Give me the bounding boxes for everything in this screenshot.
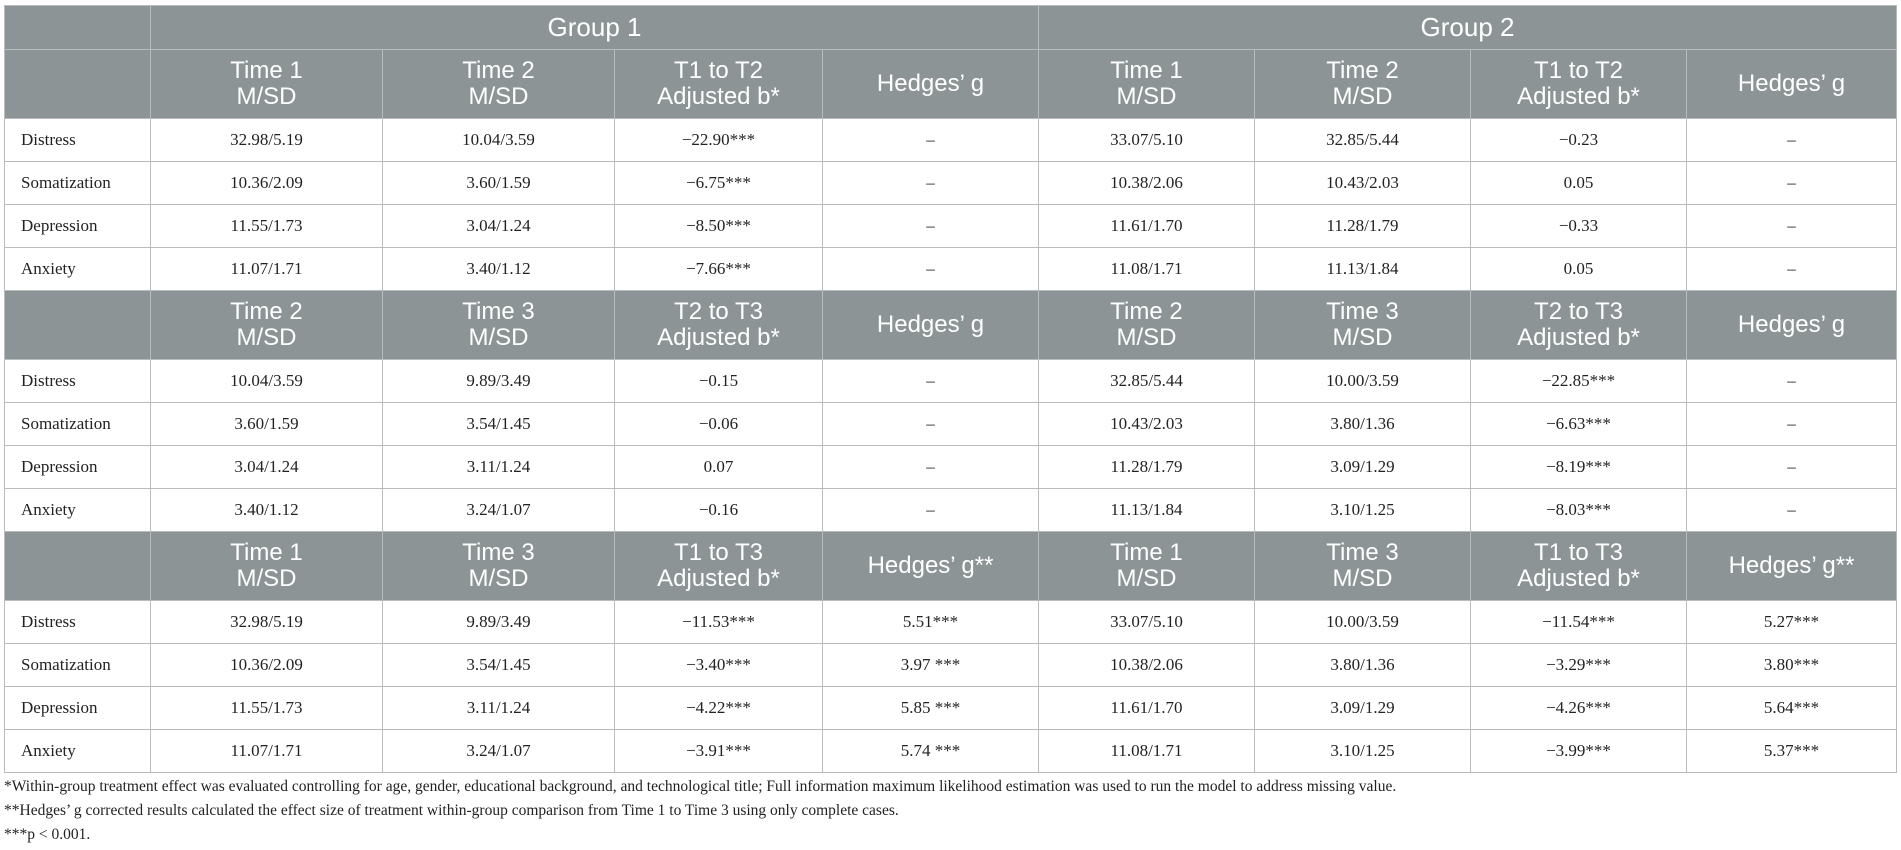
table-cell: 5.74 *** [823,730,1039,773]
row-label: Somatization [5,403,151,446]
column-header [823,291,1039,360]
column-header-line: Hedges’ g [1737,311,1846,338]
table-cell: – [1687,248,1897,291]
table-cell: 0.07 [615,446,823,489]
column-header [383,291,615,360]
group-2-header: Group 2 [1039,6,1897,50]
column-header-line: Time 2 [230,298,303,325]
table-row [5,601,1897,644]
table-cell: 3.40/1.12 [383,248,615,291]
table-cell: 3.54/1.45 [383,644,615,687]
table-cell: −0.15 [615,360,823,403]
table-cell: −3.91*** [615,730,823,773]
table-row [5,644,1897,687]
column-header-line: Time 1 [1110,57,1183,84]
column-header [1255,532,1471,601]
table-cell: −8.50*** [615,205,823,248]
column-header [383,532,615,601]
column-header-line: M/SD [1116,83,1177,110]
table-cell: – [823,205,1039,248]
row-label: Depression [5,446,151,489]
footnote-3: ***p < 0.001. [4,826,91,843]
table-cell: 11.28/1.79 [1255,205,1471,248]
row-label: Anxiety [5,489,151,532]
table-cell: 33.07/5.10 [1039,601,1255,644]
column-header [1471,532,1687,601]
column-header-line: Time 3 [462,539,535,566]
column-header-line: Adjusted b* [1517,565,1640,592]
column-header-row [5,291,1897,360]
table-cell: 32.98/5.19 [151,119,383,162]
table-cell: −11.54*** [1471,601,1687,644]
table-cell: −8.19*** [1471,446,1687,489]
column-header [615,291,823,360]
table-cell: 3.10/1.25 [1255,489,1471,532]
header-spacer-cell [5,532,151,601]
table-cell: – [1687,360,1897,403]
table-row [5,360,1897,403]
column-header-line: M/SD [1116,565,1177,592]
column-header-line: T1 to T2 [674,57,763,84]
table-cell: – [1687,489,1897,532]
table-cell: 11.13/1.84 [1255,248,1471,291]
table-cell: 3.80/1.36 [1255,644,1471,687]
table-cell: 3.11/1.24 [383,687,615,730]
table-row [5,446,1897,489]
column-header-line: Time 2 [1110,298,1183,325]
table-cell: – [823,360,1039,403]
table-cell: 3.04/1.24 [383,205,615,248]
table-cell: 10.38/2.06 [1039,162,1255,205]
table-cell: – [823,248,1039,291]
table-cell: 11.08/1.71 [1039,248,1255,291]
table-cell: 3.24/1.07 [383,730,615,773]
table-cell: 9.89/3.49 [383,360,615,403]
table-cell: −0.33 [1471,205,1687,248]
table-cell: 11.07/1.71 [151,730,383,773]
table-cell: 11.07/1.71 [151,248,383,291]
column-header-line: Hedges’ g [876,70,985,97]
table-cell: 5.85 *** [823,687,1039,730]
table-cell: 5.64*** [1687,687,1897,730]
table-cell: 11.55/1.73 [151,687,383,730]
table-cell: 11.08/1.71 [1039,730,1255,773]
table-cell: 32.85/5.44 [1255,119,1471,162]
column-header [823,532,1039,601]
table-cell: 3.60/1.59 [383,162,615,205]
table-cell: 3.10/1.25 [1255,730,1471,773]
column-header-line: M/SD [1332,565,1393,592]
table-cell: 10.36/2.09 [151,162,383,205]
table-cell: 11.61/1.70 [1039,687,1255,730]
table-cell: 10.04/3.59 [383,119,615,162]
column-header [1471,291,1687,360]
table-cell: 3.11/1.24 [383,446,615,489]
table-cell: −3.29*** [1471,644,1687,687]
corner-cell [5,6,151,50]
column-header-line: T1 to T3 [674,539,763,566]
column-header-line: Time 1 [230,539,303,566]
table-row [5,162,1897,205]
column-header-line: T1 to T3 [1534,539,1623,566]
table-row [5,119,1897,162]
column-header-row [5,532,1897,601]
table-cell: −22.85*** [1471,360,1687,403]
column-header-row [5,50,1897,119]
table-cell: 3.09/1.29 [1255,687,1471,730]
header-spacer-cell [5,50,151,119]
column-header [1255,50,1471,119]
table-cell: −4.26*** [1471,687,1687,730]
column-header-line: Adjusted b* [1517,324,1640,351]
column-header-line: Time 1 [1110,539,1183,566]
table-cell: −6.75*** [615,162,823,205]
row-label: Distress [5,601,151,644]
table-cell: 0.05 [1471,248,1687,291]
table-cell: 10.43/2.03 [1255,162,1471,205]
column-header [1687,50,1897,119]
table-cell: – [1687,119,1897,162]
group-1-header: Group 1 [151,6,1039,50]
table-cell: 5.37*** [1687,730,1897,773]
column-header-line: Hedges’ g [1737,70,1846,97]
table-cell: – [823,489,1039,532]
table-cell: −3.99*** [1471,730,1687,773]
footnote-1: *Within-group treatment effect was evaluated controlling for age, gender, educational background, and technological title; Full information maximum likelihood estimation was used to run the model to address missing value. [4,778,1397,795]
table-cell: 10.43/2.03 [1039,403,1255,446]
table-cell: – [823,119,1039,162]
table-row [5,403,1897,446]
column-header-line: M/SD [236,83,297,110]
row-label: Depression [5,205,151,248]
table-cell: 3.09/1.29 [1255,446,1471,489]
column-header-line: Time 2 [462,57,535,84]
table-row [5,205,1897,248]
table-cell: 5.51*** [823,601,1039,644]
column-header-line: M/SD [468,324,529,351]
column-header-line: M/SD [1332,83,1393,110]
table-cell: 11.61/1.70 [1039,205,1255,248]
column-header-line: M/SD [1332,324,1393,351]
table-cell: 3.80*** [1687,644,1897,687]
table-cell: −0.16 [615,489,823,532]
table-cell: – [823,403,1039,446]
group-header-row [5,6,1897,50]
column-header [615,532,823,601]
table-cell: – [823,446,1039,489]
table-cell: 3.60/1.59 [151,403,383,446]
row-label: Somatization [5,162,151,205]
table-cell: 11.13/1.84 [1039,489,1255,532]
table-cell: 33.07/5.10 [1039,119,1255,162]
table-cell: – [1687,403,1897,446]
table-cell: – [1687,205,1897,248]
column-header-line: T2 to T3 [674,298,763,325]
row-label: Distress [5,360,151,403]
table-cell: – [1687,162,1897,205]
row-label: Anxiety [5,248,151,291]
results-table-container [4,5,1896,773]
table-cell: 10.00/3.59 [1255,601,1471,644]
table-cell: – [1687,446,1897,489]
table-cell: 11.55/1.73 [151,205,383,248]
table-cell: 10.36/2.09 [151,644,383,687]
column-header [1039,291,1255,360]
table-cell: −7.66*** [615,248,823,291]
column-header-line: M/SD [1116,324,1177,351]
table-cell: 10.04/3.59 [151,360,383,403]
table-row [5,248,1897,291]
column-header [151,291,383,360]
table-cell: 3.40/1.12 [151,489,383,532]
column-header-line: Adjusted b* [657,83,780,110]
column-header [1255,291,1471,360]
table-cell: −0.06 [615,403,823,446]
column-header [1471,50,1687,119]
column-header [1687,532,1897,601]
column-header [1039,50,1255,119]
table-cell: 32.98/5.19 [151,601,383,644]
table-cell: 3.80/1.36 [1255,403,1471,446]
column-header-line: Adjusted b* [657,565,780,592]
table-cell: −3.40*** [615,644,823,687]
table-cell: −11.53*** [615,601,823,644]
table-cell: – [823,162,1039,205]
table-cell: 32.85/5.44 [1039,360,1255,403]
column-header-line: Adjusted b* [1517,83,1640,110]
table-cell: 3.97 *** [823,644,1039,687]
table-cell: 3.24/1.07 [383,489,615,532]
results-table [4,5,1897,773]
column-header [151,50,383,119]
table-cell: −6.63*** [1471,403,1687,446]
column-header-line: Hedges’ g** [1728,552,1855,579]
column-header-line: Time 3 [462,298,535,325]
table-cell: 5.27*** [1687,601,1897,644]
column-header-line: Time 2 [1326,57,1399,84]
table-cell: 3.54/1.45 [383,403,615,446]
footnote-2: **Hedges’ g corrected results calculated the effect size of treatment within-group comparison from Time 1 to Time 3 using only complete cases. [4,802,899,819]
column-header-line: Hedges’ g [876,311,985,338]
table-row [5,489,1897,532]
table-body [5,50,1897,773]
row-label: Distress [5,119,151,162]
column-header [151,532,383,601]
column-header-line: M/SD [468,83,529,110]
table-row [5,687,1897,730]
column-header-line: Hedges’ g** [867,552,994,579]
column-header-line: M/SD [468,565,529,592]
table-cell: −4.22*** [615,687,823,730]
table-cell: −22.90*** [615,119,823,162]
column-header-line: Time 1 [230,57,303,84]
table-cell: 9.89/3.49 [383,601,615,644]
table-cell: 0.05 [1471,162,1687,205]
table-cell: 10.38/2.06 [1039,644,1255,687]
column-header-line: M/SD [236,565,297,592]
column-header-line: M/SD [236,324,297,351]
table-cell: 10.00/3.59 [1255,360,1471,403]
table-row [5,730,1897,773]
column-header [1687,291,1897,360]
column-header-line: T1 to T2 [1534,57,1623,84]
column-header-line: Adjusted b* [657,324,780,351]
column-header-line: Time 3 [1326,298,1399,325]
column-header [615,50,823,119]
table-cell: −0.23 [1471,119,1687,162]
column-header [823,50,1039,119]
table-cell: −8.03*** [1471,489,1687,532]
row-label: Somatization [5,644,151,687]
column-header-line: T2 to T3 [1534,298,1623,325]
header-spacer-cell [5,291,151,360]
footnotes [4,775,1396,847]
column-header [383,50,615,119]
table-cell: 3.04/1.24 [151,446,383,489]
row-label: Anxiety [5,730,151,773]
column-header-line: Time 3 [1326,539,1399,566]
column-header [1039,532,1255,601]
row-label: Depression [5,687,151,730]
table-cell: 11.28/1.79 [1039,446,1255,489]
